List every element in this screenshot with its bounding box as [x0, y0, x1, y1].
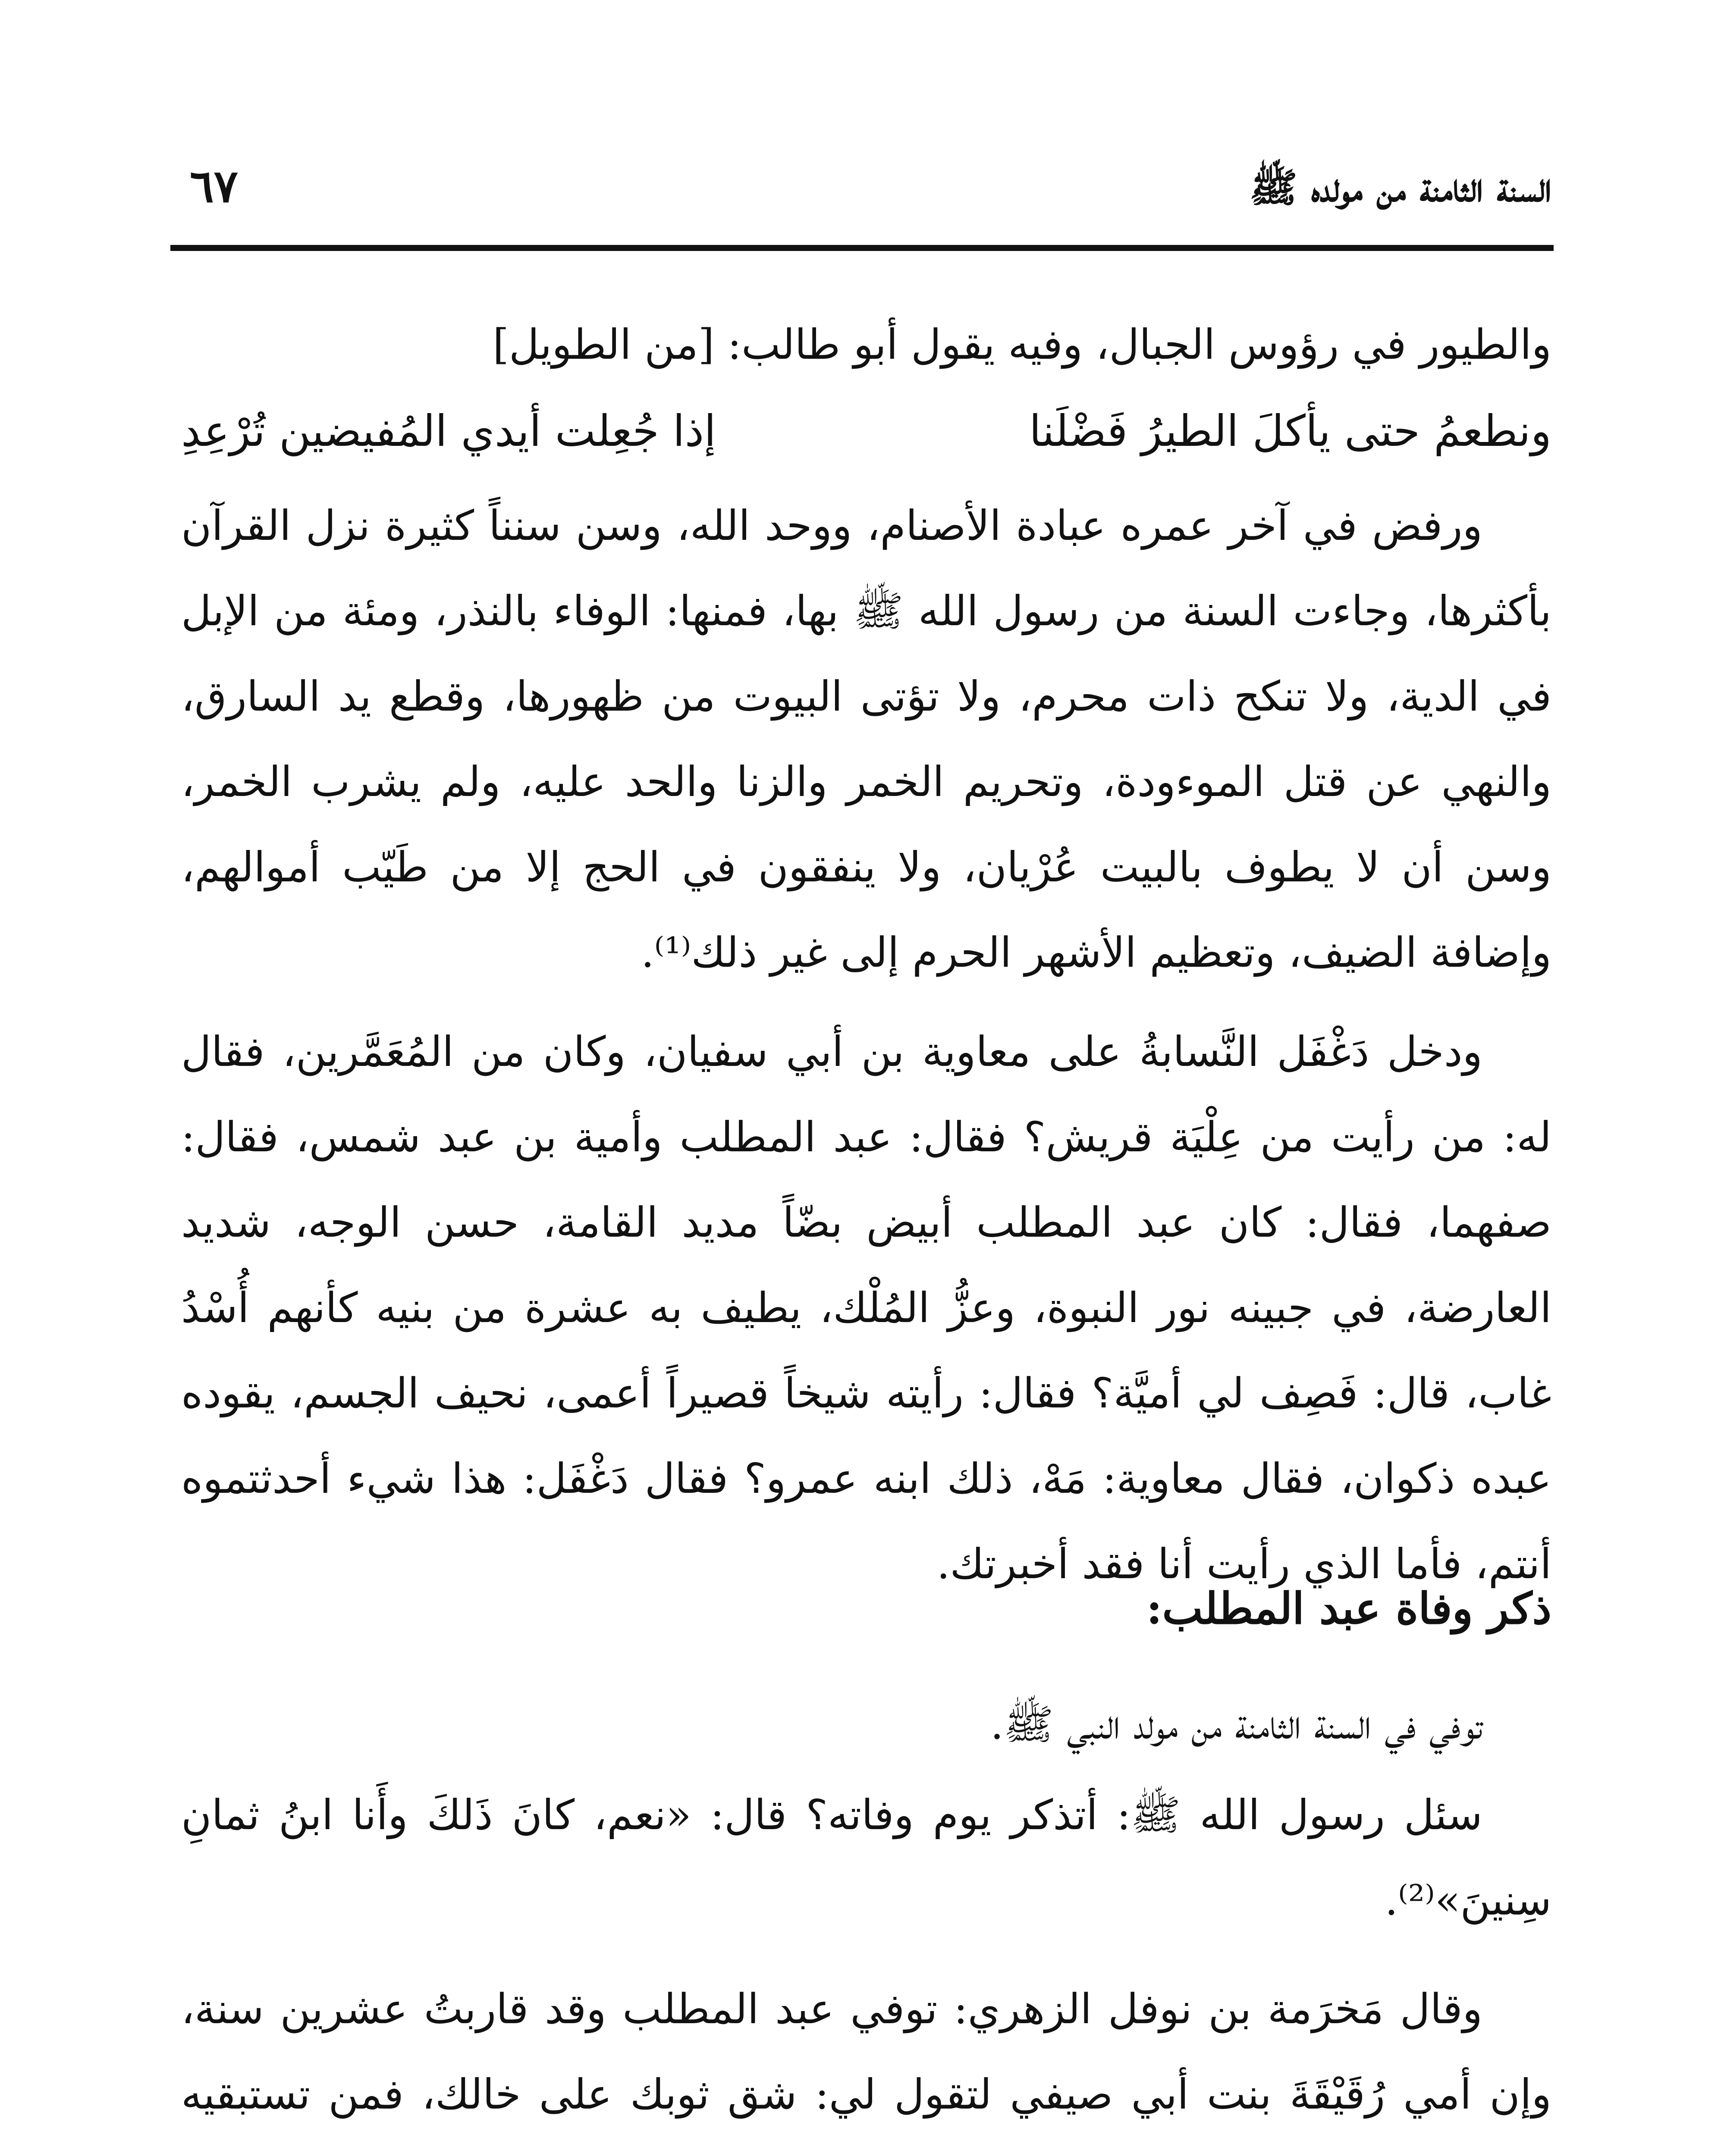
- running-title: السنة الثامنة من مولده ﷺ: [1249, 164, 1551, 211]
- poem-first-hemistich: ونطعمُ حتى يأكلَ الطيرُ فَضْلَنا: [1029, 406, 1551, 456]
- poem-second-hemistich: إذا جُعِلت أيدي المُفيضين تُرْعِدِ: [181, 406, 716, 456]
- paragraph-daghfal: ودخل دَغْفَل النَّسابةُ على معاوية بن أبي سفيان، وكان من المُعَمَّرين، فقال له: من رأيت من عِلْيَة قريش؟ فقال: عبد المطلب وأمية بن عبد شمس، فقال: صفهما، فقال: كان عبد المطلب أبيض بضّاً مديد القامة، حسن الوجه، شديد العارضة، في جبينه نور النبوة، وعزُّ المُلْك، يطيف به عشرة من بنيه كأنهم أُسْدُ غاب، قال: فَصِف لي أميَّة؟ فقال: رأيته شيخاً قصيراً أعمى، نحيف الجسم، يقوده عبده ذكوان، فقال معاوية: مَهْ، ذلك ابنه عمرو؟ فقال دَغْفَل: هذا شيء أحدثتموه أنتم، فأما الذي رأيت أنا فقد أخبرتك.: [181, 1028, 1552, 1588]
- paragraph-customs: ورفض في آخر عمره عبادة الأصنام، ووحد الله، وسن سنناً كثيرة نزل القرآن بأكثرها، وجاءت السنة من رسول الله ﷺ بها، فمنها: الوفاء بالنذر، ومئة من الإبل في الدية، ولا تنكح ذات محرم، ولا تؤتى البيوت من ظهورها، وقطع يد السارق، والنهي عن قتل الموءودة، وتحريم الخمر والزنا والحد عليه، ولم يشرب الخمر، وسن أن لا يطوف بالبيت عُرْيان، ولا ينفقون في الحج إلا من طَيّب أموالهم، وإضافة الضيف، وتعظيم الأشهر الحرم إلى غير ذلك⁽¹⁾.: [181, 501, 1552, 977]
- paragraph-hadith: سئل رسول الله ﷺ: أتذكر يوم وفاته؟ قال: «نعم، كانَ ذَلكَ وأَنا ابنُ ثمانِ سِنينَ»⁽²⁾.: [181, 1791, 1551, 1924]
- intro-line: والطيور في رؤوس الجبال، وفيه يقول أبو طالب: [من الطويل]: [493, 320, 1551, 369]
- page-number: ٦٧: [190, 160, 238, 213]
- section-heading: ذكر وفاة عبد المطلب:: [1146, 1583, 1551, 1634]
- poem-verse: [181, 388, 1551, 474]
- header-rule: [170, 245, 1554, 251]
- paragraph-death: توفي في السنة الثامنة من مولد النبي ﷺ.: [990, 1700, 1482, 1749]
- paragraph-makhrama: وقال مَخرَمة بن نوفل الزهري: توفي عبد المطلب وقد قاربتُ عشرين سنة، وإن أمي رُقَيْقَةَ بنت أبي صيفي لتقول لي: شق ثوبك على خالك، فمن تستبقيه: [181, 1985, 1551, 2118]
